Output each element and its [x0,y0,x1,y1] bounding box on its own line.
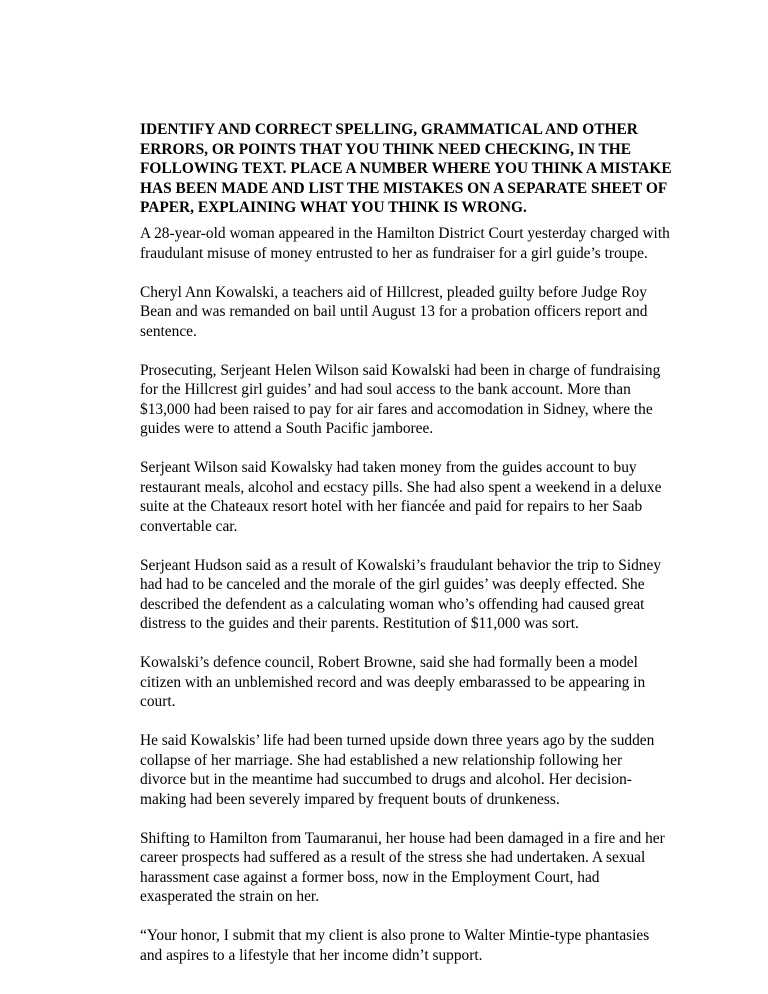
paragraph: Serjeant Hudson said as a result of Kowalski’s fraudulant behavior the trip to Sidney had had to be canceled and the morale of the girl guides’ was deeply effected. She described the defendent as a calculating woman who’s offending had caused great distress to the guides and their parents. Restitution of $11,000 was sort. [140,556,662,632]
paragraph: Shifting to Hamilton from Taumaranui, her house had been damaged in a fire and her career prospects had suffered as a result of the stress she had undertaken. A sexual harassment case against a former boss, now in the Employment Court, had exasperated the strain on her. [140,829,665,905]
paragraph: Prosecuting, Serjeant Helen Wilson said Kowalski had been in charge of fundraising for the Hillcrest girl guides’ and had soul access to the bank account. More than $13,000 had been raised to pay for air fares and accomodation in Sidney, where the guides were to attend a South Pacific jamboree. [140,361,661,437]
paragraph: A 28-year-old woman appeared in the Hamilton District Court yesterday charged with fraudulant misuse of money entrusted to her as fundraiser for a girl guide’s troupe. [140,225,670,262]
paragraph: He said Kowalskis’ life had been turned upside down three years ago by the sudden collapse of her marriage. She had established a new relationship following her divorce but in the meantime had succumbed to drugs and alcohol. Her decision-making had been severely impared by frequent bouts of drunkeness. [140,732,655,808]
paragraph: Cheryl Ann Kowalski, a teachers aid of Hillcrest, pleaded guilty before Judge Roy Bean and was remanded on bail until August 13 for a probation officers report and sentence. [140,283,648,340]
paragraph: Serjeant Wilson said Kowalsky had taken money from the guides account to buy restaurant meals, alcohol and ecstacy pills. She had also spent a weekend in a deluxe suite at the Chateaux resort hotel with her fiancée and paid for repairs to her Saab convertable car. [140,459,662,535]
instructions-heading: IDENTIFY AND CORRECT SPELLING, GRAMMATICAL AND OTHER ERRORS, OR POINTS THAT YOU THINK NEED CHECKING, IN THE FOLLOWING TEXT. PLACE A NUMBER WHERE YOU THINK A MISTAKE HAS BEEN MADE AND LIST THE MISTAKES ON A SEPARATE SHEET OF PAPER, EXPLAINING WHAT YOU THINK IS WRONG. [140,121,672,216]
paragraph: Kowalski’s defence council, Robert Browne, said she had formally been a model citizen with an unblemished record and was deeply embarassed to be appearing in court. [140,654,646,710]
article-body [140,224,670,985]
paragraph: “Your honor, I submit that my client is also prone to Walter Mintie-type phantasies and aspires to a lifestyle that her income didn’t support. [140,927,650,964]
